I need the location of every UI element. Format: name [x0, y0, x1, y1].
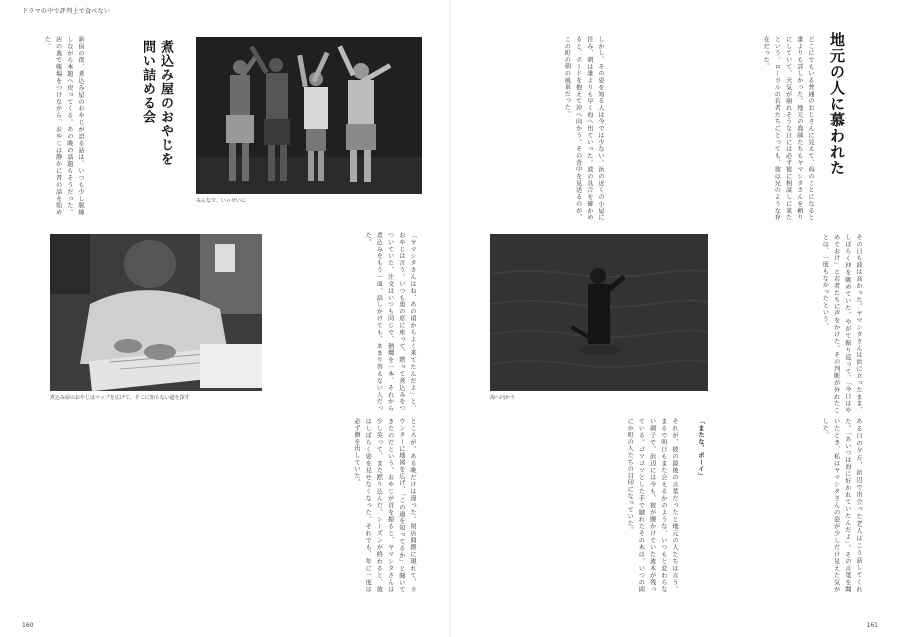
stretching-photo-illustration — [196, 37, 422, 194]
subhead-line-1: 煮込み屋のおやじを — [158, 40, 173, 166]
photo-surfer-caption: 海へ向かう — [490, 395, 516, 401]
folio-left: 160 — [22, 622, 34, 629]
body-column-top: どこにでもいる普通のおじさんに見えて、海のことになると誰よりも詳しかった。地元の漁師たちもヤマシタさんを頼りにしていて、天気が崩れそうな日には必ず彼に相談しに来たという。ローカルの若者たちにとっても、彼は兄のような存在だった。 — [762, 36, 814, 221]
section-subhead — [138, 40, 174, 230]
body-column-bottom: ところが、ある晩だけは違った。閉店間際に現れて、カウンターに地図を広げ、「この道を知ってるか」と聞いてきたのだという。おやじが首を振ると、ヤマシタさんは少し笑って、また黙り込んだ。シーズンが終わると、彼はしばらく姿を見せなくなった。それでも、年に一度は必ず顔を出していた。 — [352, 418, 416, 593]
section-headline — [826, 32, 848, 222]
headline-line-1: 地元の人に慕われた — [828, 32, 846, 176]
body-column-bottom: ある日の夕方、浜辺で出会った老人はこう話してくれた。「あいつは海に好かれていたんだよ」。その言葉を聞いたとき、私はヤマシタさんの姿が少しだけ見えた気がした。 — [821, 418, 862, 593]
body-column-mid: 「ヤマシタさんはね、あの頃からよく来てたんだよ」と、おやじは言う。いつも奥の席に座って、黙って煮込みをつついていた。注文はいつも同じで、熱燗を一本、それから煮込みをもう一皿。話しかけても、あまり答えない人だった。 — [364, 232, 416, 412]
surfer-photo-illustration — [490, 234, 708, 391]
subhead-line-2: 問い詰める会 — [140, 40, 155, 124]
right-page — [450, 0, 900, 637]
photo-top-caption: みんなで、いっせいに — [196, 198, 246, 204]
body-column-bottom-2: それが、彼の最後の言葉だったと地元の人たちは言う。まるで明日もまた会えるかのような、いつもと変わらない調子で。浜辺には今も、彼が腰かけていた流木が残っている。ゴツゴツとした手で触れたその木は、いつの間にか町の人たちの目印になっていた。 — [626, 418, 678, 593]
photo-stretching-group — [196, 37, 422, 194]
photo-bottom-caption: 煮込み屋のおやじはマップを広げて、そこに知らない道を探す — [50, 395, 190, 401]
man-map-photo-illustration — [50, 234, 262, 391]
body-column-top-2: しかし、その姿を知る人は今では少ない。浜の近くの小屋に住み、朝は誰よりも早く海へ出ていった。波の具合を確かめると、ボードを抱えて沖へ向かう。その背中を見送るのが、この町の朝の風景だった。 — [563, 36, 604, 221]
running-head: ドラマの中で評判上で食べない — [22, 8, 111, 15]
folio-right: 161 — [866, 622, 878, 629]
photo-man-with-map — [50, 234, 262, 391]
quote-line: 「またな、ボーイ」 — [697, 418, 704, 480]
photo-surfer-in-water — [490, 234, 708, 391]
body-column-mid: その日も波は高かった。ヤマシタさんは浜に立ったまま、しばらく沖を眺めていた。やがて振り返って、「今日はやめておけ」と若者たちに声をかけた。その判断が外れたことは、一度もなかったという。 — [821, 234, 862, 414]
intro-column: 新宿の夜、煮込み屋のおやじが語る話は、いつも少し脱線しながら本題へ戻ってくる。あの晩の話題もそうだった。店の奥で帳場をつけながら、おやじは静かに昔の話を始めた。 — [43, 36, 84, 216]
